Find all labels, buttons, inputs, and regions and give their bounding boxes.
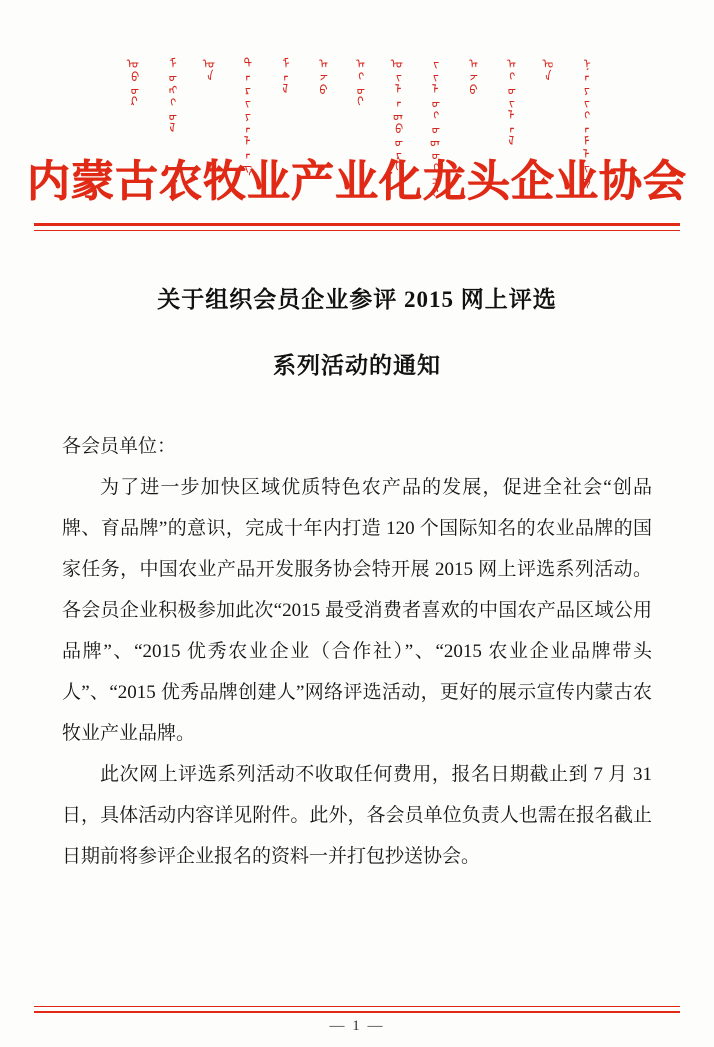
letterhead xyxy=(0,0,714,231)
mongolian-glyph: ᠮᠠᠯ xyxy=(275,56,289,95)
footer-thick-line xyxy=(34,1011,680,1013)
mongolian-glyph: ᠠᠬᠤᠢᠯᠠᠯ xyxy=(500,56,515,147)
page-title-line-2: 系列活动的通知 xyxy=(273,353,441,378)
mongolian-glyph: ᠠᠵᠤ xyxy=(463,56,478,95)
mongolian-glyph: ᠵᠢᠯᠣᠭᠤᠳᠤᠭᠴᠢ xyxy=(425,56,440,199)
salutation: 各会员单位： xyxy=(62,436,177,457)
mongolian-glyph: ᠦᠪᠦᠷ xyxy=(124,56,139,108)
mongolian-glyph: ᠲᠠᠷᠢᠶᠠᠯᠠᠩ xyxy=(237,56,252,173)
mongolian-glyph: ᠨᠡᠶᠢᠭᠡᠮᠯᠢᠭ xyxy=(576,56,591,186)
mongolian-glyph: ᠤᠨ xyxy=(538,56,553,82)
document-body xyxy=(62,426,652,877)
page-number: — 1 — xyxy=(329,1018,385,1034)
divider-thick-line xyxy=(34,223,680,226)
divider-thin-line xyxy=(34,230,680,231)
mongolian-glyph: ᠮᠣᠩᠭᠣᠯ xyxy=(162,56,176,134)
body-paragraph: 为了进一步加快区域优质特色农产品的发展，促进全社会“创品牌、育品牌”的意识，完成十年内打造 120 个国际知名的农业品牌的国家任务，中国农业产品开发服务协会特开展 2015 网上评选系列活动。各会员企业积极参加此次“2015 最受消费者喜欢的中国农产品区域公用品牌”、“2015 优秀农业企业（合作社）”、“2015 农业企业品牌带头人”、“2015 优秀品牌创建人”网络评选活动，更好的展示宣传内蒙古农牧业产业品牌。 xyxy=(62,477,652,744)
mongolian-glyph: ᠠᠵᠤ xyxy=(312,56,327,95)
footer-thin-line xyxy=(34,1006,680,1007)
organization-name: 内蒙古农牧业产业化龙头企业协会 xyxy=(27,157,687,207)
page-title xyxy=(0,281,714,380)
page-footer xyxy=(34,1006,680,1013)
mongolian-glyph: ᠦᠢᠯᠡᠳᠪᠦᠷᠢ xyxy=(388,56,402,173)
body-paragraph: 此次网上评选系列活动不收取任何费用，报名日期截止到 7 月 31 日，具体活动内容详见附件。此外，各会员单位负责人也需在报名截止日期前将参评企业报名的资料一并打包抄送协会。 xyxy=(62,764,652,867)
mongolian-glyph: ᠦᠨ xyxy=(199,56,214,82)
page-title-line-1: 关于组织会员企业参评 2015 网上评选 xyxy=(157,287,557,312)
letterhead-divider xyxy=(34,223,680,231)
mongolian-glyph: ᠠᠬᠤᠢ xyxy=(350,56,365,108)
